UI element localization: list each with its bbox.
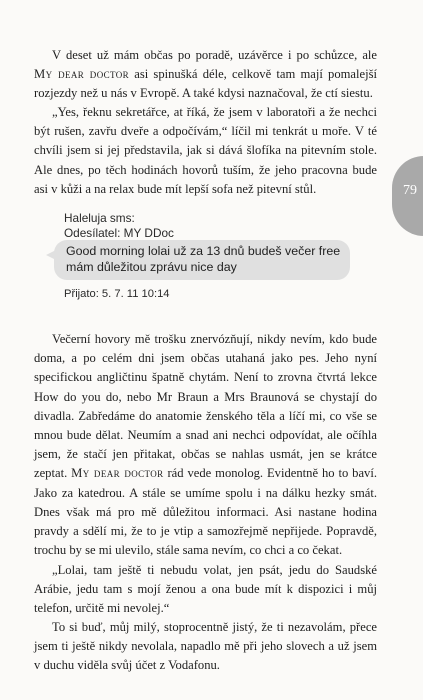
paragraph-5: To si buď, můj milý, stoprocentně jistý, že ti nezavolám, přece jsem ti ještě nikdy nevolala, napadlo mě při jeho slovech a už jsem v duchu viděla svůj účet z Vodafonu.	[34, 620, 377, 673]
sms-sender: Odesílatel: MY DDoc	[64, 226, 174, 240]
paragraph-4: „Lolai, tam ještě ti nebudu volat, jen psát, jedu do Saudské Arábie, jedu tam s mojí ženou a ona bude mít k dispozici i můj telefon, určitě mi nevolej.“	[34, 563, 377, 616]
sms-received: Přijato: 5. 7. 11 10:14	[64, 288, 170, 300]
paragraph-2: „Yes, řeknu sekretářce, at říká, že jsem v laboratoři a že nechci být rušen, zavřu dveře a odpočívám,“ líčil mi tenkrát u moře. V té chvíli jsem si jej představila, jak si dává šlofíka na pitevním stole. Ale dnes, po těch hodinách hovorů tuším, že jeho pracovna bude asi v kůži a na relax bude mít lepší sofa než pitevní stůl.	[34, 105, 377, 196]
my-dear-doctor-smallcaps: My dear doctor	[34, 67, 130, 82]
sms-title: Haleluja sms:	[64, 211, 135, 225]
my-dear-doctor-smallcaps-2: My dear doctor	[71, 466, 164, 481]
sms-message: Good morning lolai už za 13 dnů budeš večer free mám důležitou zprávu nice day	[66, 244, 341, 274]
paragraph-1: V deset už mám občas po poradě, uzávěrce i po schůzce, ale My dear doctor asi spinušká déle, celkově tam mají pomalejší rozjezdy než u nás v Evropě. A také kdysi naznačoval, že ctí siestu.	[34, 48, 377, 101]
paragraph-3: Večerní hovory mě trošku znervózňují, nikdy nevím, kdo bude doma, a po celém dni jsem občas utahaná jako pes. Jeho nyní specifickou angličtinu špatně chytám. Není to zrovna čtvrtá lekce How do you do, nebo Mr Braun a Mrs Braunová se chystají do divadla. Zabředáme do anatomie ženského těla a líčí mi, co vše se mnou bude dělat. Neumím a snad ani nechci odpovídat, ale očíhla jsem, že stačí jen přitakat, občas se nahlas usmát, jen se krátce zeptat. My dear doctor rád vede monolog. Evidentně ho to baví. Jako za katedrou. A stále se umíme spolu i na dálku hezky smát. Dnes však má pro mě důležitou informaci. Asi nastane hodina pravdy a sdělí mi, že to je vtip a samozřejmě nepřijede. Popravdě, trochu by se mi ulevilo, stále sama nevím, co chci a co čekat.	[34, 332, 377, 558]
page-number: 79	[403, 183, 417, 198]
